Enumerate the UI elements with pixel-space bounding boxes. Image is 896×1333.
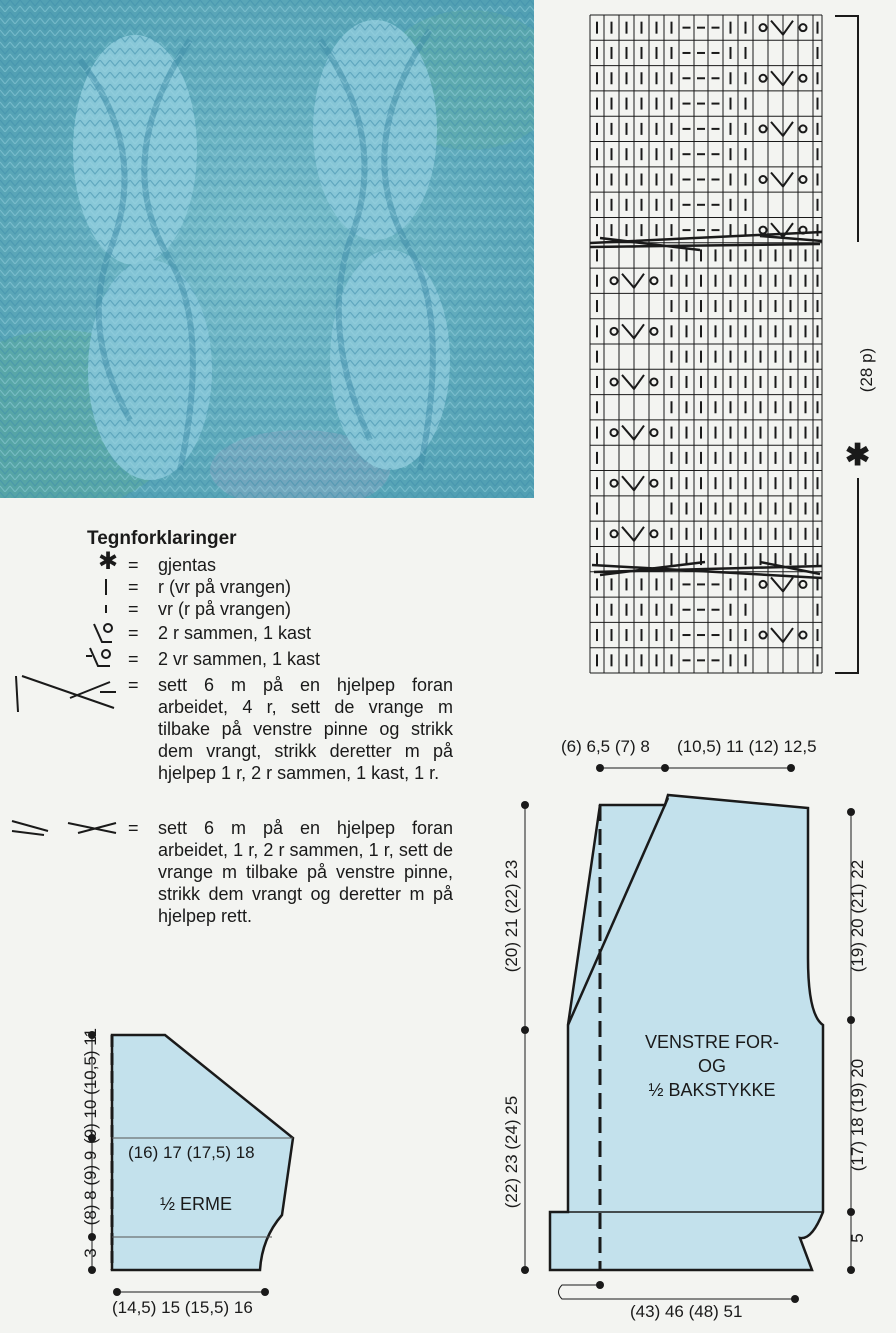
dash-icon xyxy=(98,576,114,598)
body-upper-height-label: (20) 21 (22) 23 xyxy=(502,859,521,973)
cable-front-a-icon xyxy=(10,674,120,714)
body-armhole-height-label: (19) 20 (21) 22 xyxy=(848,859,867,973)
body-rib-height-label: 5 xyxy=(848,1233,867,1243)
sleeve-cap-height-label: (9) 10 (10,5) 11 xyxy=(81,1028,100,1144)
knit-fabric-image xyxy=(0,0,534,498)
repeat-bracket xyxy=(835,16,858,673)
repeat-stitch-count: (28 p) xyxy=(857,347,876,393)
sleeve-cuff-height-label: 3 xyxy=(81,1248,100,1258)
asterisk-icon: ✱ xyxy=(98,548,119,575)
knitting-chart xyxy=(580,10,880,690)
body-side-height-label: (17) 18 (19) 20 xyxy=(848,1058,867,1172)
body-shoulder-label: (10,5) 11 (12) 12,5 xyxy=(677,737,817,756)
sleeve-width-label: (16) 17 (17,5) 18 xyxy=(128,1143,255,1162)
cable-front-b-icon xyxy=(8,817,120,839)
cable-cross-lower xyxy=(592,562,822,578)
bar-icon xyxy=(98,598,114,620)
knit-fabric-photo xyxy=(0,0,534,498)
sleeve-bottom-label: (14,5) 15 (15,5) 16 xyxy=(112,1298,253,1317)
k2tog-yo-icon xyxy=(90,620,116,646)
chart-grid xyxy=(590,15,822,673)
body-shoulder-neck-label: (6) 6,5 (7) 8 xyxy=(561,737,650,756)
sleeve-schematic xyxy=(80,1020,310,1320)
body-lower-height-label: (22) 23 (24) 25 xyxy=(502,1095,521,1209)
legend-title: Tegnforklaringer xyxy=(87,528,237,549)
body-width-label: (43) 46 (48) 51 xyxy=(630,1302,743,1321)
cable-cross-upper xyxy=(590,232,822,250)
body-label: VENSTRE FOR- OG ½ BAKSTYKKE xyxy=(645,1032,780,1100)
sleeve-mid-height-label: (8) 8 (9) 9 xyxy=(81,1150,100,1226)
sleeve-label: ½ ERME xyxy=(160,1194,233,1214)
repeat-asterisk: ✱ xyxy=(845,439,871,472)
p2tog-yo-icon xyxy=(80,644,116,672)
